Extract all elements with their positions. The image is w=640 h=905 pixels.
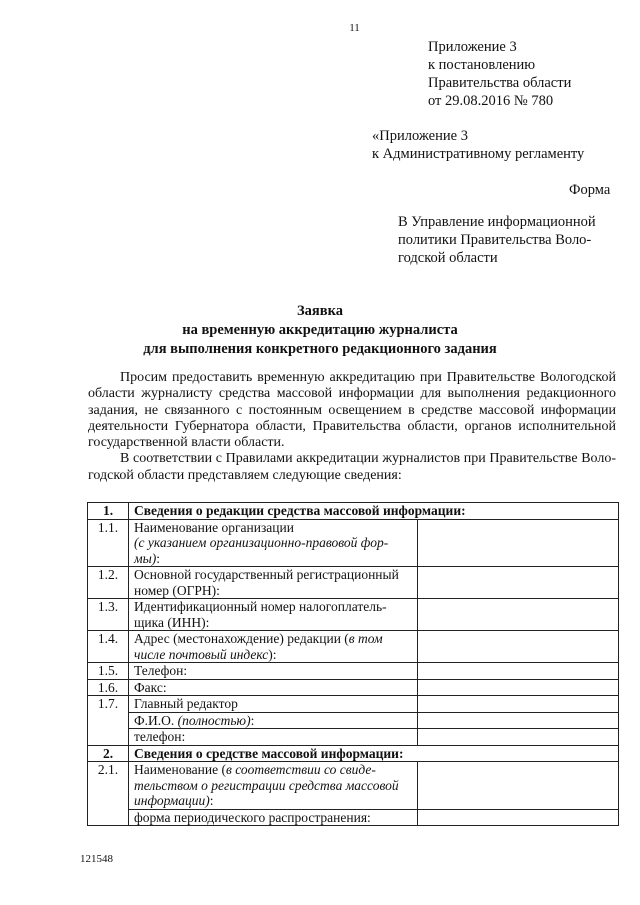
paragraph-line: Просим предоставить временную аккредитацию при Правительстве Вологодской (120, 370, 616, 385)
row-number: 2. (88, 745, 129, 762)
field-label (129, 519, 418, 567)
field-value[interactable] (418, 712, 619, 729)
application-form-table (87, 502, 619, 826)
appendix-line: Правительства области (428, 75, 572, 91)
table-row (88, 519, 619, 567)
row-number: 1.5. (88, 663, 129, 680)
label-line (134, 631, 412, 647)
row-number: 1.6. (88, 679, 129, 696)
field-value[interactable] (418, 599, 619, 631)
table-row (88, 663, 619, 680)
field-value[interactable] (418, 679, 619, 696)
table-row (88, 762, 619, 810)
label-note: (полностью) (177, 712, 251, 728)
table-row (88, 712, 619, 729)
table-section-row (88, 745, 619, 762)
field-label: форма периодического распространения: (129, 809, 418, 826)
field-label: Телефон: (129, 663, 418, 680)
row-number: 1.1. (88, 519, 129, 567)
field-value[interactable] (418, 631, 619, 663)
table-row (88, 729, 619, 746)
table-row (88, 567, 619, 599)
row-number: 1.4. (88, 631, 129, 663)
label-colon: : (250, 712, 255, 728)
label-note: (с указанием организационно-правовой фор- (134, 535, 389, 550)
page-number: 11 (349, 22, 360, 34)
label-colon: : (156, 550, 161, 566)
table-row (88, 809, 619, 826)
label-line (134, 793, 412, 809)
paragraph-line: государственной власти области. (88, 435, 285, 451)
title-line: Заявка (297, 303, 343, 319)
annex-line: к Административному регламенту (372, 146, 585, 162)
label-line (134, 762, 412, 778)
row-number: 1.2. (88, 567, 129, 599)
addressee (398, 213, 596, 267)
section-title: Сведения о средстве массовой информации: (129, 745, 619, 762)
appendix-header (428, 38, 571, 110)
field-label (129, 712, 418, 729)
regulation-annex (372, 127, 584, 163)
field-value[interactable] (418, 696, 619, 713)
label-line (134, 647, 412, 663)
label-text: Адрес (местонахождение) редакции ( (134, 631, 349, 646)
label-note: в соответствии со свиде- (225, 762, 376, 777)
label-line: Основной государственный регистрационный (134, 567, 399, 582)
row-number: 1.3. (88, 599, 129, 631)
paragraph-line: области журналисту средства массовой информации для выполнения редакционного (88, 386, 616, 402)
section-title: Сведения о редакции средства массовой информации: (129, 503, 619, 520)
table-row (88, 679, 619, 696)
table-section-row (88, 503, 619, 520)
title-line: на временную аккредитацию журналиста (182, 322, 458, 338)
field-value[interactable] (418, 762, 619, 810)
annex-line: «Приложение 3 (372, 128, 468, 144)
label-note: числе почтовый индекс (134, 646, 269, 662)
field-value[interactable] (418, 809, 619, 826)
table-row (88, 631, 619, 663)
label-line (134, 551, 412, 567)
label-note: мы) (134, 550, 157, 566)
field-label (129, 631, 418, 663)
appendix-line: от 29.08.2016 № 780 (428, 93, 554, 109)
table-row (88, 696, 619, 713)
label-note: информации) (134, 793, 210, 808)
appendix-line: Приложение 3 (428, 39, 517, 55)
paragraph-line: В соответствии с Правилами аккредитации журналистов при Правительстве Воло- (120, 451, 616, 467)
field-value[interactable] (418, 663, 619, 680)
label-note: в том (348, 631, 383, 646)
label-line: номер (ОГРН): (134, 582, 220, 598)
addressee-line: В Управление информационной (398, 214, 596, 230)
field-value[interactable] (418, 519, 619, 567)
document-title (0, 302, 640, 359)
row-number: 1. (88, 503, 129, 520)
label-line: Наименование организации (134, 519, 294, 535)
table-row (88, 599, 619, 631)
field-label (129, 567, 418, 599)
appendix-line: к постановлению (428, 57, 536, 73)
request-paragraph (88, 370, 616, 484)
field-label (129, 762, 418, 810)
addressee-line: годской области (398, 250, 498, 266)
addressee-line: политики Правительства Воло- (398, 232, 592, 248)
label-text: Наименование ( (134, 762, 226, 777)
field-label: Факс: (129, 679, 418, 696)
label-line: щика (ИНН): (134, 614, 210, 630)
paragraph-line: задания, не связанного с постоянным освещением в средстве массовой информации (88, 402, 616, 418)
field-label: телефон: (129, 729, 418, 746)
field-value[interactable] (418, 729, 619, 746)
document-code: 121548 (80, 853, 113, 865)
label-line (134, 535, 412, 551)
label-note: тельством о регистрации средства массовой (134, 777, 399, 793)
row-number: 1.7. (88, 696, 129, 746)
title-line: для выполнения конкретного редакционного задания (143, 341, 497, 357)
form-label: Форма (569, 182, 611, 198)
label-colon: : (209, 793, 214, 808)
label-line: Идентификационный номер налогоплатель- (134, 599, 387, 614)
label-line (134, 778, 412, 794)
label-text: Ф.И.О. (134, 712, 178, 728)
label-text: ): (268, 646, 277, 662)
field-label: Главный редактор (129, 696, 418, 713)
row-number: 2.1. (88, 762, 129, 826)
field-value[interactable] (418, 567, 619, 599)
field-label (129, 599, 418, 631)
paragraph-line: годской области представляем следующие сведения: (88, 467, 402, 483)
paragraph-line: деятельности Губернатора области, Правительства области, органов исполнительной (88, 418, 616, 434)
